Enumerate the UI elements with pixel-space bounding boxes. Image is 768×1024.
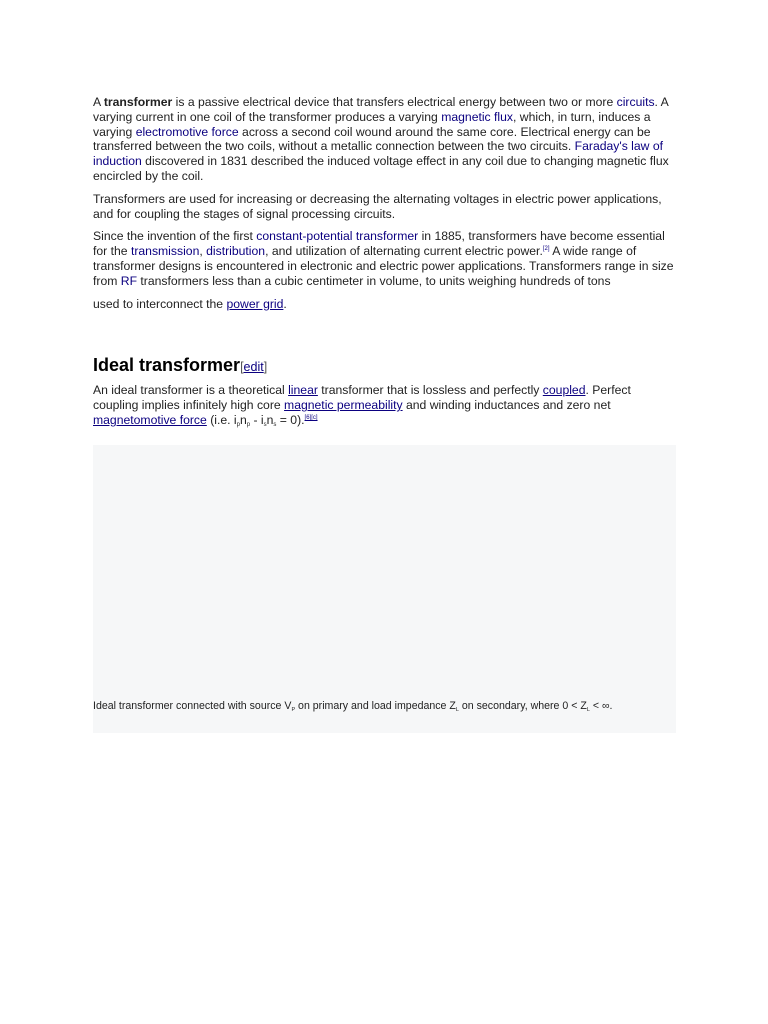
link-magnetomotive-force[interactable]: magnetomotive force (93, 412, 207, 427)
link-magnetic-flux[interactable]: magnetic flux (441, 109, 514, 124)
link-distribution[interactable]: distribution (206, 244, 266, 259)
figure-ideal-transformer (93, 445, 676, 733)
text: An ideal transformer is a theoretical (93, 383, 289, 398)
text: discovered in 1831 described the induced voltage effect in any coil due to changing magnetic flux encircled by the coil. (93, 154, 669, 183)
edit-link[interactable]: edit (243, 360, 264, 375)
text: A wide range of transformer designs is encountered in electronic and electric power applications. Transformers range in size from (93, 244, 674, 288)
text: transformer that is lossless and perfectly (317, 383, 543, 398)
text: Since the invention of the first (93, 229, 257, 244)
text: . (283, 296, 287, 311)
link-constant-potential-transformer[interactable]: constant-potential transformer (256, 229, 419, 244)
link-linear[interactable]: linear (288, 383, 318, 398)
text: A (93, 95, 104, 109)
section-heading (93, 355, 677, 377)
subscript: s (273, 421, 277, 428)
intro-paragraph-1 (93, 95, 677, 184)
link-transmission[interactable]: transmission (130, 244, 200, 259)
article-body (93, 95, 677, 436)
text: n (266, 412, 274, 427)
text: , (199, 244, 207, 259)
link-faradays-law[interactable]: Faraday's law of induction (93, 139, 664, 169)
text: in 1885, transformers have become essential for the (93, 229, 665, 259)
subscript: s (263, 421, 267, 428)
subscript: L (586, 707, 590, 713)
text: across a second coil wound around the same core. Electrical energy can be transferred between the two coils, without a metallic connection between the two circuits. (93, 124, 651, 154)
intro-paragraph-2: Transformers are used for increasing or decreasing the alternating voltages in electric power applications, and for coupling the stages of signal processing circuits. (93, 191, 662, 221)
figure-caption (93, 696, 659, 716)
edit-section (240, 360, 267, 374)
text: Ideal transformer connected with source V (93, 700, 292, 712)
text: used to interconnect the (93, 296, 227, 311)
link-coupled[interactable]: coupled (542, 383, 586, 398)
text: and winding inductances and zero net (402, 398, 611, 413)
text: , and utilization of alternating current electric power. (265, 244, 543, 259)
reference-2[interactable]: [2] (542, 246, 550, 253)
subscript: p (236, 421, 240, 428)
transformer-term: transformer (103, 95, 173, 109)
heading-text: Ideal transformer (93, 355, 241, 376)
text: - i (250, 412, 264, 427)
text: (i.e. i (206, 412, 237, 427)
text: = 0). (276, 412, 305, 427)
link-power-grid[interactable]: power grid (226, 296, 284, 311)
bracket: ] (263, 360, 268, 375)
link-magnetic-permeability[interactable]: magnetic permeability (284, 398, 403, 413)
text: . Perfect coupling implies infinitely high core (93, 383, 631, 413)
section-paragraph (93, 383, 677, 427)
intro-paragraph-4 (93, 297, 677, 312)
link-electromotive-force[interactable]: electromotive force (135, 124, 239, 139)
subscript: L (455, 707, 459, 713)
bracket: [ (240, 360, 244, 375)
subscript: p (246, 421, 251, 428)
text: < ∞. (589, 700, 613, 712)
text: is a passive electrical device that transfers electrical energy between two or more (172, 95, 617, 109)
intro-paragraph-3 (93, 229, 677, 288)
subscript: P (291, 707, 296, 713)
text: n (239, 412, 247, 427)
spacer (93, 319, 677, 355)
text: . A varying current in one coil of the transformer produces a varying (93, 95, 669, 124)
text: on primary and load impedance Z (295, 700, 456, 712)
link-circuits[interactable]: circuits (616, 95, 655, 109)
text: on secondary, where 0 < Z (458, 700, 587, 712)
link-rf[interactable]: RF (120, 273, 138, 288)
text: transformers less than a cubic centimeter in volume, to units weighing hundreds of tons (137, 273, 611, 288)
text: , which, in turn, induces a varying (93, 109, 651, 139)
reference-6c[interactable]: [6][c] (304, 414, 318, 421)
